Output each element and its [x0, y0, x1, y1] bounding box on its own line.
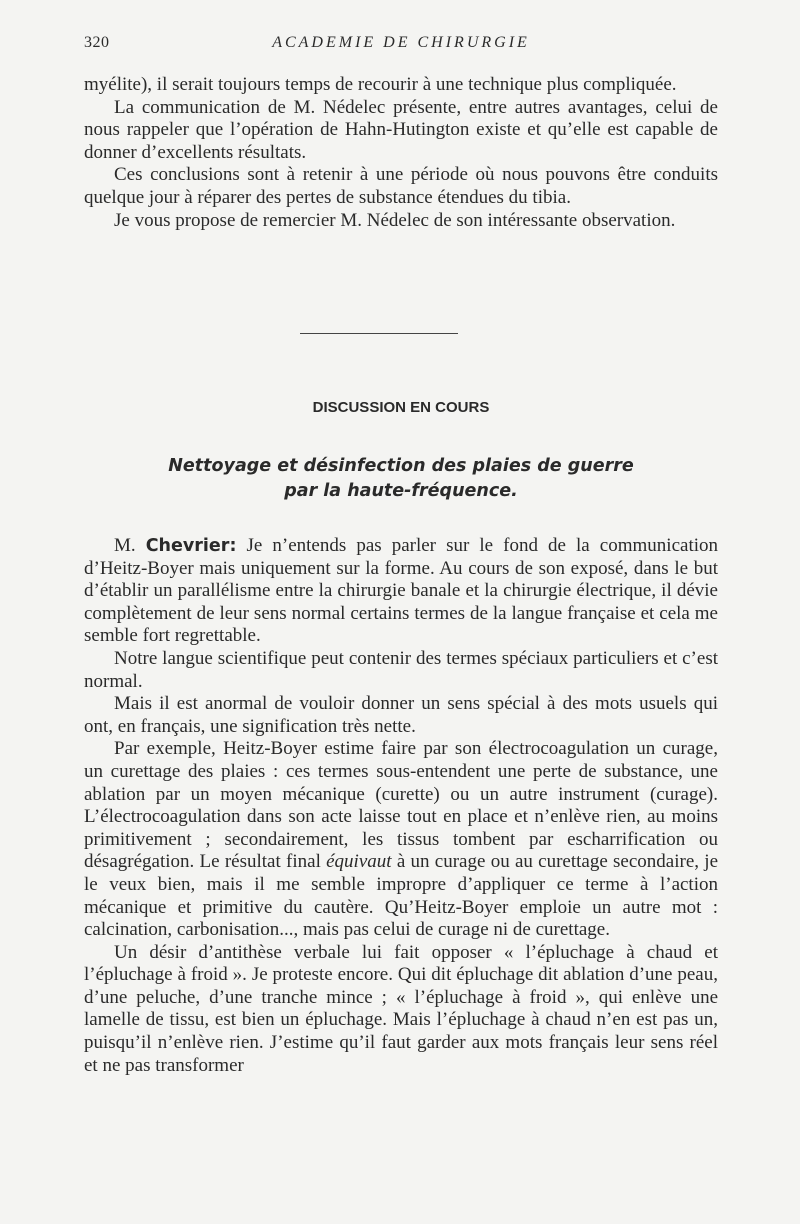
paragraph-text: Je n’entends pas parler sur le fond de la communication d’Heitz-Boyer mais uniquement sur la forme. Au cours de son exposé, dans le but d’établir un parallélisme entre la chirurgie banale et la chirurgie électrique, il dévie complètement de leur sens normal certains termes de la langue française et cela me semble fort regrettable. [84, 535, 718, 647]
paragraph: Mais il est anormal de vouloir donner un sens spécial à des mots usuels qui ont, en français, une signification très nette. [84, 693, 718, 737]
section-heading: DISCUSSION EN COURS [312, 399, 490, 416]
article-title [84, 454, 718, 504]
running-title: ACADEMIE DE CHIRURGIE [272, 34, 530, 51]
paragraph: Un désir d’antithèse verbale lui fait opposer « l’épluchage à chaud et l’épluchage à froid ». Je proteste encore. Qui dit épluchage dit ablation d’une peau, d’une peluche, d’une tranche mince ; « l’épluchage à froid », qui enlève une lamelle de tissu, est bien un épluchage. Mais l’épluchage à chaud n’en est pas un, puisqu’il n’enlève rien. J’estime qu’il faut garder aux mots français leur sens réel et ne pas transformer [84, 941, 718, 1076]
paragraph: Ces conclusions sont à retenir à une période où nous pouvons être conduits quelque jour à réparer des pertes de substance étendues du tibia. [84, 164, 718, 208]
paragraph: Je vous propose de remercier M. Nédelec de son intéressante observation. [114, 209, 676, 231]
paragraph-text: Par exemple, Heitz-Boyer estime faire par son électrocoagulation un curage, un curettage des plaies : ces termes sous-entendent une perte de substance, une ablation par un moyen mécanique (curette) ou un autre instrument (curage). L’électrocoagulation dans son acte laisse tout en place et n’enlève rien, au moins primitivement ; secondairement, les tissus tombent par escharrification ou désagrégation. Le résultat final [84, 738, 718, 873]
intro-text [84, 74, 718, 232]
paragraph [84, 738, 718, 941]
speaker-colon: : [229, 536, 237, 556]
discussion-body [84, 535, 718, 1077]
article-title-line: par la haute-fréquence. [284, 481, 518, 501]
speaker-name: Chevrier [145, 536, 230, 556]
page-header [84, 30, 718, 60]
page-number: 320 [84, 34, 110, 51]
section-divider [300, 333, 458, 334]
paragraph: La communication de M. Nédelec présente, entre autres avantages, celui de nous rappeler que l’opération de Hahn-Hutington existe et qu’elle est capable de donner d’excellents résultats. [84, 96, 718, 163]
emphasis: équivaut [326, 851, 392, 873]
paragraph [84, 535, 718, 648]
paragraph: Notre langue scientifique peut contenir des termes spéciaux particuliers et c’est normal. [84, 647, 718, 692]
speaker-prefix: M. [114, 535, 146, 556]
paragraph: myélite), il serait toujours temps de recourir à une technique plus compliquée. [84, 74, 677, 95]
article-title-line: Nettoyage et désinfection des plaies de guerre [168, 456, 634, 476]
paragraph-text: à un curage ou au curettage secondaire, je le veux bien, mais il me semble impropre d’appliquer ce terme à l’action mécanique et primitive du cautère. Qu’Heitz-Boyer emploie un autre mot : calcination, carbonisation..., mais pas celui de curage ni de curettage. [84, 851, 719, 941]
